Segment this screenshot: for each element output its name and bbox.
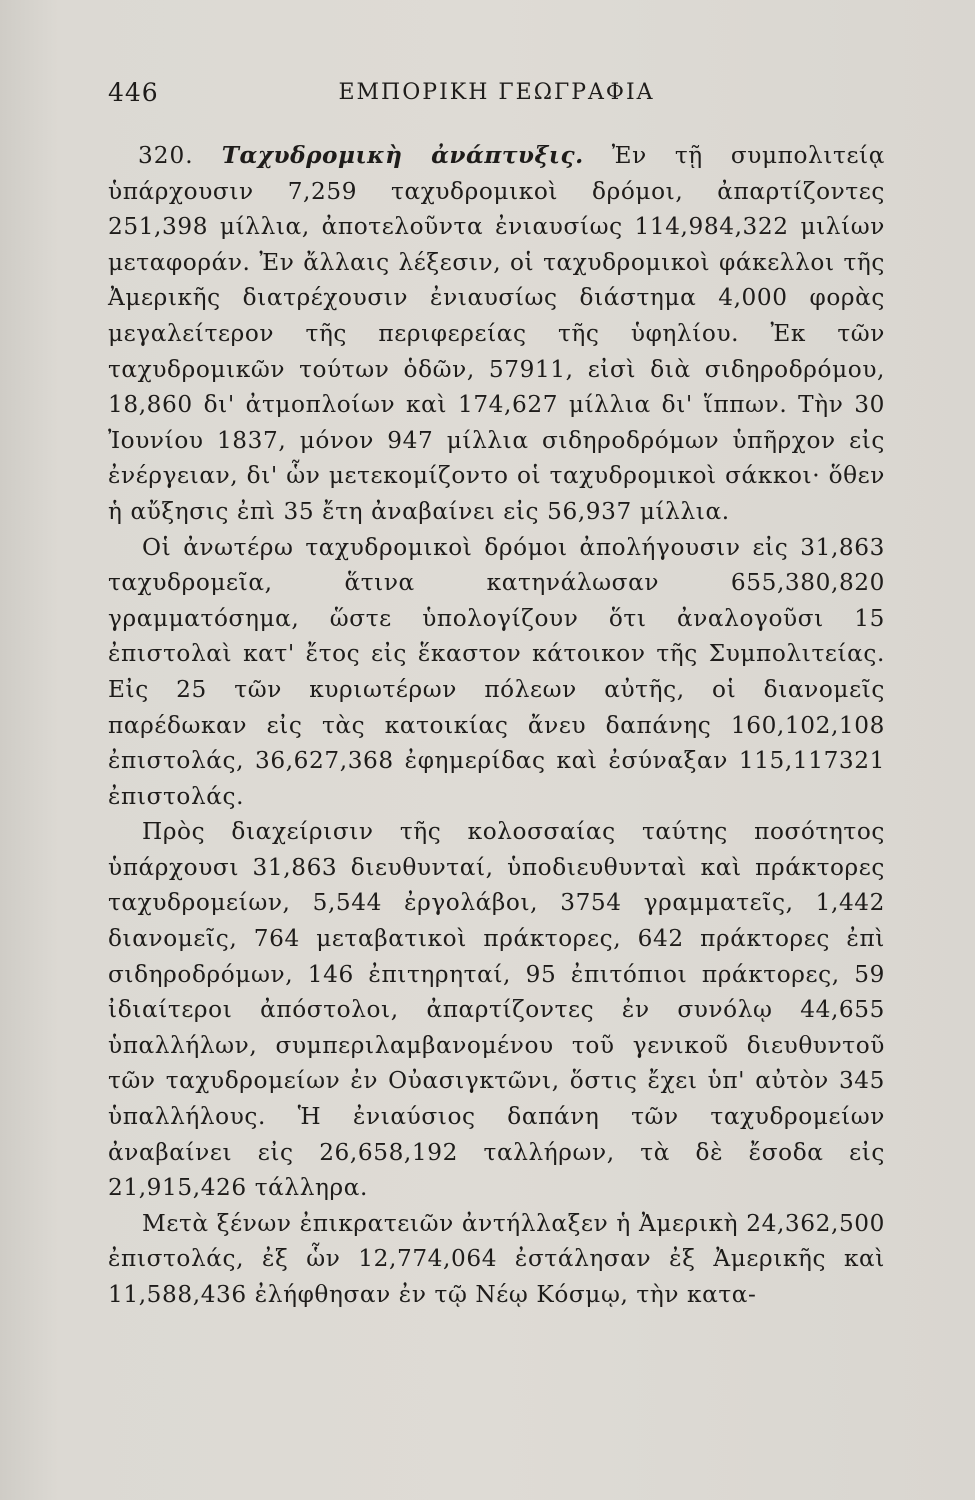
paragraph-text: Ἐν τῇ συμπολιτείᾳ ὑπάρχουσιν 7,259 ταχυδρομικοὶ δρόμοι, ἀπαρτίζοντες 251,398 μίλλια, ἀποτελοῦντα ἐνιαυσίως 114,984,322 μιλίων μεταφοράν. Ἐν ἄλλαις λέξεσιν, οἱ ταχυδρομικοὶ φάκελλοι τῆς Ἀμερικῆς διατρέχουσιν ἐνιαυσίως διάστημα 4,000 φορὰς μεγαλείτερον τῆς περιφερείας τῆς ὑφηλίου. Ἐκ τῶν ταχυδρομικῶν τούτων ὁδῶν, 57911, εἰσὶ διὰ σιδηροδρόμου, 18,860 δι' ἀτμοπλοίων καὶ 174,627 μίλλια δι' ἵππων. Τὴν 30 Ἰουνίου 1837, μόνον 947 μίλλια σιδηροδρόμων ὑπῆρχον εἰς ἐνέργειαν, δι' ὧν μετεκομίζοντο οἱ ταχυδρομικοὶ σάκκοι· ὅθεν ἡ αὔξησις ἐπὶ 35 ἔτη ἀναβαίνει εἰς 56,937 μίλλια. [108, 142, 886, 525]
paragraph-3: Πρὸς διαχείρισιν τῆς κολοσσαίας ταύτης ποσότητος ὑπάρχουσι 31,863 διευθυνταί, ὑποδιευθυνταὶ καὶ πράκτορες ταχυδρομείων, 5,544 ἐργολάβοι, 3754 γραμματεῖς, 1,442 διανομεῖς, 764 μεταβατικοὶ πράκτορες, 642 πράκτορες ἐπὶ σιδηροδρόμων, 146 ἐπιτηρηταί, 95 ἐπιτόπιοι πράκτορες, 59 ἰδιαίτεροι ἀπόστολοι, ἀπαρτίζοντες ἐν συνόλῳ 44,655 ὑπαλλήλων, συμπεριλαμβανομένου τοῦ γενικοῦ διευθυντοῦ τῶν ταχυδρομείων ἐν Οὐασιγκτῶνι, ὅστις ἔχει ὑπ' αὐτὸν 345 ὑπαλλήλους. Ἡ ἐνιαύσιος δαπάνη τῶν ταχυδρομείων ἀναβαίνει εἰς 26,658,192 ταλλήρων, τὰ δὲ ἔσοδα εἰς 21,915,426 τάλληρα. [108, 818, 885, 1202]
paragraph-1 [108, 138, 885, 530]
section-number: 320. [138, 142, 194, 169]
body-text [108, 138, 885, 1313]
section-title: Ταχυδρομικὴ ἀνάπτυξις. [221, 142, 584, 169]
paragraph-4: Μετὰ ξένων ἐπικρατειῶν ἀντήλλαξεν ἡ Ἀμερικὴ 24,362,500 ἐπιστολάς, ἐξ ὧν 12,774,064 ἐστάλησαν ἐξ Ἀμερικῆς καὶ 11,588,436 ἐλήφθησαν ἐν τῷ Νέῳ Κόσμῳ, τὴν κατα- [108, 1209, 885, 1308]
paragraph-2: Οἱ ἀνωτέρω ταχυδρομικοὶ δρόμοι ἀπολήγουσιν εἰς 31,863 ταχυδρομεῖα, ἅτινα κατηνάλωσαν 655,380,820 γραμματόσημα, ὥστε ὑπολογίζουν ὅτι ἀναλογοῦσι 15 ἐπιστολαὶ κατ' ἔτος εἰς ἕκαστον κάτοικον τῆς Συμπολιτείας. Εἰς 25 τῶν κυριωτέρων πόλεων αὐτῆς, οἱ διανομεῖς παρέδωκαν εἰς τὰς κατοικίας ἄνευ δαπάνης 160,102,108 ἐπιστολάς, 36,627,368 ἐφημερίδας καὶ ἐσύναξαν 115,117321 ἐπιστολάς. [108, 533, 885, 810]
page-header [108, 78, 885, 118]
running-title: ΕΜΠΟΡΙΚΗ ΓΕΩΓΡΑΦΙΑ [338, 80, 655, 105]
page-number: 446 [108, 78, 159, 107]
